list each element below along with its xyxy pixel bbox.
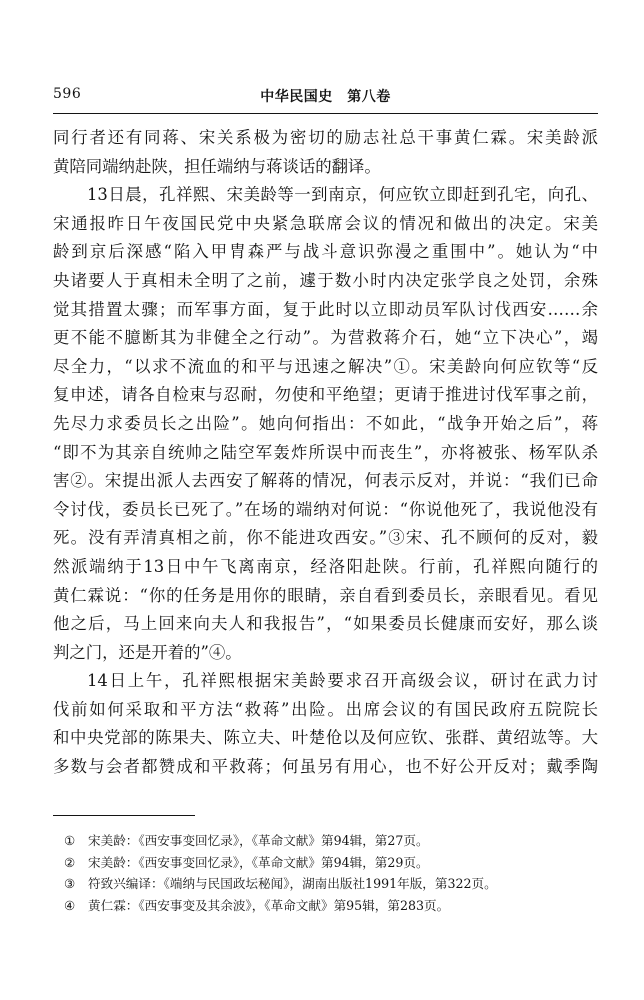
footnote-mark: ①: [64, 833, 76, 848]
footnote-rule: [53, 815, 195, 816]
footnote-mark: ④: [64, 897, 76, 913]
text-line: 尽全力，“以求不流血的和平与迅速之解决”①。宋美龄向何应钦等“反: [53, 356, 598, 376]
text-line: 害②。宋提出派人去西安了解蒋的情况，何表示反对，并说：“我们已命: [53, 471, 598, 491]
footnote: [64, 830, 598, 852]
text-line: 龄到京后深感“陷入甲胄森严与战斗意识弥漫之重围中”。她认为“中: [53, 242, 598, 262]
header-rule: [53, 113, 598, 114]
text-line: 和中央党部的陈果夫、陈立夫、叶楚伧以及何应钦、张群、黄绍竑等。大: [53, 728, 598, 748]
page-header: [53, 86, 598, 110]
footnote: [64, 895, 598, 917]
footnote-mark: ②: [64, 854, 76, 870]
running-title: 中华民国史 第八卷: [260, 89, 391, 105]
text-line: 同行者还有同蒋、宋关系极为密切的励志社总干事黄仁霖。宋美龄派: [53, 128, 598, 147]
text-line: 令讨伐，委员长已死了。”在场的端纳对何说：“你说他死了，我说他没有: [53, 499, 598, 519]
text-line: 多数与会者都赞成和平救蒋；何虽另有用心，也不好公开反对；戴季陶: [53, 757, 598, 777]
footnote-mark: ③: [64, 876, 76, 891]
footnote: [64, 852, 598, 874]
text-line: 然派端纳于13日中午飞离南京，经洛阳赴陕。行前，孔祥熙向随行的: [53, 556, 598, 576]
text-line: 复申述，请各自检束与忍耐，勿使和平绝望；更请于推进讨伐军事之前，: [53, 385, 598, 405]
body-text: [53, 124, 598, 782]
text-line: 先尽力求委员长之出险”。她向何指出：不如此，“战争开始之后”，蒋: [53, 413, 598, 433]
footnote-text: 宋美龄：《西安事变回忆录》，《革命文献》第94辑，第29页。: [88, 854, 429, 870]
text-line: 伐前如何采取和平方法“救蒋”出险。出席会议的有国民政府五院院长: [53, 699, 598, 719]
page-number: 596: [53, 86, 82, 102]
text-line: 13日晨，孔祥熙、宋美龄等一到南京，何应钦立即赶到孔宅，向孔、: [87, 185, 598, 205]
footnotes: [64, 830, 598, 916]
footnote-text: 符致兴编译：《端纳与民国政坛秘闻》，湖南出版社1991年版，第322页。: [88, 876, 497, 891]
text-line: 他之后，马上回来向夫人和我报告”，“如果委员长健康而安好，那么谈: [53, 614, 598, 634]
text-line: “即不为其亲自统帅之陆空军轰炸所误中而丧生”，亦将被张、杨军队杀: [53, 442, 598, 462]
footnote: [64, 873, 598, 895]
text-line: 央诸要人于真相未全明了之前，遽于数小时内决定张学良之处罚，余殊: [53, 270, 598, 290]
text-line: 觉其措置太骤；而军事方面，复于此时以立即动员军队讨伐西安……余: [53, 299, 598, 319]
text-line: 黄仁霖说：“你的任务是用你的眼睛，亲自看到委员长，亲眼看见。看见: [53, 585, 598, 605]
text-line: 判之门，还是开着的”④。: [53, 642, 242, 662]
text-line: 宋通报昨日午夜国民党中央紧急联席会议的情况和做出的决定。宋美: [53, 213, 598, 233]
footnote-text: 宋美龄：《西安事变回忆录》，《革命文献》第94辑，第27页。: [88, 833, 429, 848]
text-line: 14日上午，孔祥熙根据宋美龄要求召开高级会议，研讨在武力讨: [87, 671, 598, 691]
text-line: 死。没有弄清真相之前，你不能进攻西安。”③宋、孔不顾何的反对，毅: [53, 528, 598, 548]
text-line: 黄陪同端纳赴陕，担任端纳与蒋谈话的翻译。: [53, 156, 381, 176]
footnote-text: 黄仁霖：《西安事变及其余波》，《革命文献》第95辑，第283页。: [88, 897, 450, 913]
text-line: 更不能不臆断其为非健全之行动”。为营救蒋介石，她“立下决心”，竭: [53, 328, 598, 348]
